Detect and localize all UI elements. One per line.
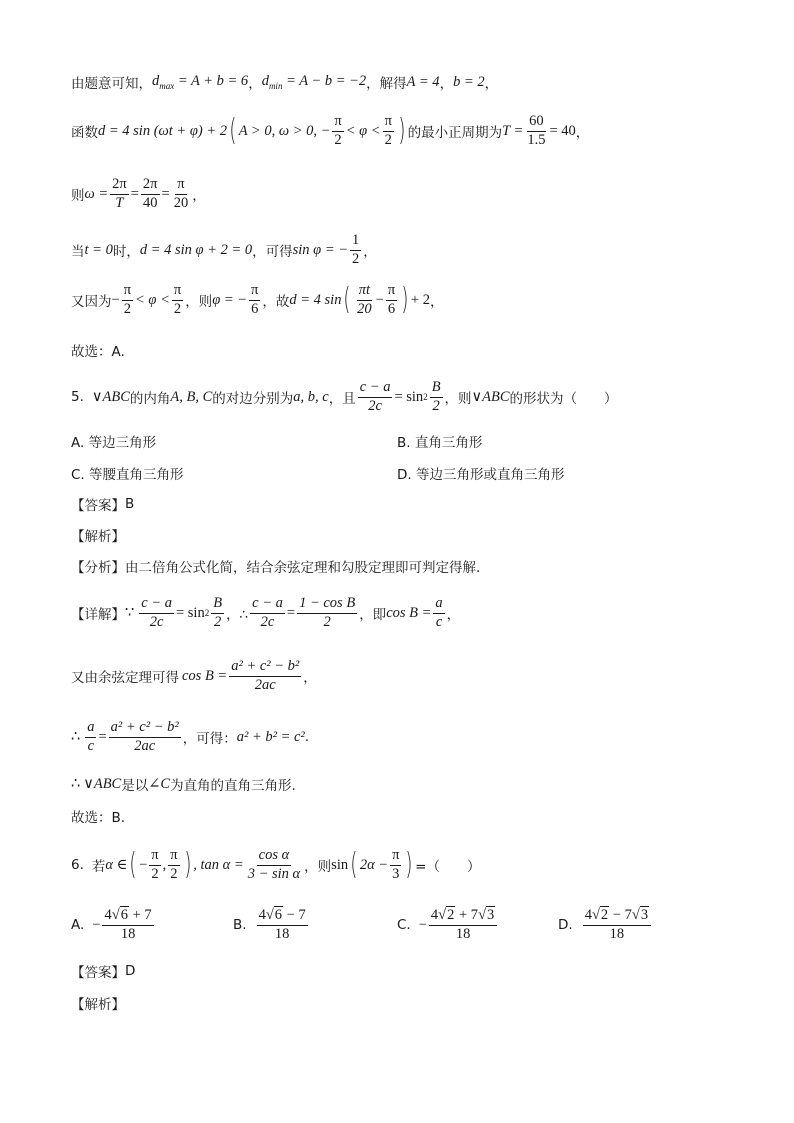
formula-sin: = sin [394, 388, 424, 405]
formula-pythagoras: a² + b² = c² [236, 728, 305, 745]
fraction-pi-6b: $\frac{\pi}{6}$ [387, 282, 396, 317]
because-sym: ∵ [125, 604, 135, 621]
text: 函数 [71, 125, 98, 142]
formula-b: b = 2 [453, 73, 485, 90]
formula-angles: A, B, C [170, 388, 213, 405]
fraction-2pi-40: $\frac{2\pi}{40}$ [142, 176, 158, 211]
text: 的内角 [129, 391, 171, 408]
formula-triangle: ∨ABC [471, 388, 510, 405]
result-line [71, 720, 309, 755]
formula-triangle: ∨ABC [91, 388, 130, 405]
fraction-c-a-2c: $\frac{c - a}{2c}$ [359, 379, 391, 414]
text: ， [192, 188, 206, 205]
fraction-tan: $\frac{\text{cos α}}{\text{3 − sin α}}$ [247, 847, 301, 882]
minus: − [139, 856, 148, 873]
minus: − [375, 291, 384, 308]
text: 为直角的直角三角形. [170, 778, 296, 794]
analysis-tag: 【分析】 [71, 560, 125, 576]
fraction-cosine-law: $\frac{\text{a² + c² − b²}}{2ac}$ [231, 658, 300, 693]
solution-line-5 [71, 283, 443, 318]
text: ，即 [359, 607, 387, 624]
formula-cosB: cos B = [386, 604, 432, 621]
text: 若 [91, 859, 106, 876]
fraction-60-1.5: $\frac{60}{1.5}$ [527, 113, 546, 148]
text: 的最小正周期为 [407, 125, 503, 142]
detail-5: 【详解】 ∵ $\frac{c - a}{2c}$ = sin 2 $\frac{B}{2}$ ，∴ $\frac{c - a}{2c}$ = $\frac{\text{1 − cos B}}{2}$ ，即 cos B = $\frac{a}{c}$ ， [71, 595, 461, 630]
solution-select-a: 故选：A. [71, 344, 125, 360]
answer-value: B [125, 496, 135, 512]
text: ， [484, 76, 499, 92]
option-c: C. 等腰直角三角形 [71, 467, 184, 483]
solution-line-1 [71, 72, 498, 92]
formula-omega: ω = [84, 185, 109, 202]
answer-tag: 【答案】 [71, 965, 125, 981]
answer-value: D [125, 963, 136, 979]
fraction-option-d: $\frac{4√2 - 7√3}{18}$ [583, 908, 651, 943]
fraction-pi-2e: $\frac{\pi}{2}$ [151, 847, 159, 882]
option-6c [397, 908, 499, 943]
option-6d [558, 908, 653, 943]
fraction-1-cosB-2: $\frac{\text{1 − cos B}}{2}$ [299, 595, 356, 630]
question-6 [71, 848, 480, 883]
formula-alpha: α ∈ [105, 856, 128, 873]
text: ，则 [185, 294, 213, 311]
eq: = [98, 728, 107, 745]
conclusion-line [71, 774, 296, 794]
paren-close: ) [405, 847, 413, 883]
text: ，可得 [252, 244, 293, 261]
formula-sin: sin φ = − [292, 241, 349, 258]
text: . [304, 729, 310, 746]
solution-line-2 [71, 114, 589, 149]
option-6a [71, 908, 156, 943]
option-label: D. [558, 917, 573, 934]
text: ，则 [444, 391, 472, 408]
exp-2: 2 [204, 608, 210, 619]
text: 则 [71, 188, 85, 205]
text: 当 [71, 244, 85, 261]
option-b: B. 直角三角形 [397, 435, 483, 451]
sign: − [418, 916, 427, 933]
solution-select-b: 故选：B. [71, 810, 126, 826]
formula-d4sin: d = 4 sin [289, 291, 342, 308]
fraction-c-a-2c-c: $\frac{c - a}{2c}$ [252, 595, 283, 630]
fraction-2pi-T: $\frac{2\pi}{T}$ [112, 176, 127, 211]
formula-angle-C: ∠C [148, 775, 171, 792]
text: ， [248, 76, 262, 92]
sign: − [92, 916, 101, 933]
fraction-a-c-b: $\frac{a}{c}$ [87, 719, 95, 754]
question-number: 6. [71, 857, 84, 874]
text: 是以 [121, 778, 149, 794]
text: 的形状为（ ） [509, 391, 618, 408]
fraction-1-2: $\frac{1}{2}$ [352, 232, 360, 267]
minus: − [111, 291, 120, 308]
formula-sin: = sin [175, 604, 205, 621]
formula-phi: φ = − [212, 291, 248, 308]
text: ，解得 [366, 76, 407, 92]
formula-lt: < φ < [135, 291, 170, 308]
text: ，则 [304, 859, 332, 876]
text: =（ ） [415, 859, 481, 876]
formula-sides: a, b, c [293, 388, 329, 405]
formula-triangle: ∨ABC [83, 775, 122, 792]
answer-5 [71, 494, 134, 514]
text: ， [439, 76, 454, 92]
formula-tan: , tan α = [193, 856, 244, 873]
fraction-pi-3: $\frac{\pi}{3}$ [392, 847, 400, 882]
formula-cond: A > 0, ω > 0, − [238, 122, 331, 139]
paren-close: ) [401, 282, 409, 318]
formula-2alpha: 2α − [359, 856, 389, 873]
fraction-cosine-law-b: $\frac{\text{a² + c² − b²}}{2ac}$ [110, 719, 179, 754]
fraction-c-a-2c-b: $\frac{c - a}{2c}$ [141, 595, 172, 630]
option-d: D. 等边三角形或直角三角形 [397, 467, 565, 483]
question-5 [71, 380, 618, 415]
formula-t0: t = 0 [84, 241, 113, 258]
option-label: B. [233, 917, 247, 934]
text: ，故 [262, 294, 290, 311]
solution-line-4 [71, 233, 377, 268]
formula-T: T = [502, 122, 524, 139]
fraction-pi-6: $\frac{\pi}{6}$ [251, 282, 259, 317]
formula-eq: d = 4 sin φ + 2 = 0 [139, 241, 253, 258]
fraction-B-2: $\frac{B}{2}$ [431, 379, 441, 414]
text: 的对边分别为 [212, 391, 294, 408]
fraction-pi-20: $\frac{\pi}{20}$ [173, 176, 189, 211]
analysis-5 [71, 556, 480, 576]
formula-d: d = 4 sin (ωt + φ) + 2 [98, 122, 227, 139]
text: ， [429, 294, 444, 311]
detail-tag: 【详解】 [71, 607, 125, 624]
fraction-pit-20: $\frac{\pi t}{20}$ [357, 282, 372, 317]
comma: , [162, 856, 167, 873]
fraction-B-2b: $\frac{B}{2}$ [213, 595, 223, 630]
paren-open: ( [343, 282, 351, 318]
eq2: = [161, 185, 170, 202]
option-a: A. 等边三角形 [71, 435, 157, 451]
formula-plus2: + 2 [410, 291, 430, 308]
therefore-sym: ∴ [71, 728, 81, 745]
text: ， [575, 125, 590, 142]
fraction-option-b: $\frac{4√6 - 7}{18}$ [258, 907, 306, 942]
paren-open: ( [129, 847, 137, 883]
fraction-pi-2c: $\frac{\pi}{2}$ [123, 282, 132, 317]
text: ， [363, 244, 377, 261]
formula-A: A = 4 [406, 73, 440, 90]
question-number: 5. [71, 389, 84, 406]
formula-sin: sin [331, 856, 349, 873]
formula-cosB: cos B = [182, 667, 228, 684]
paren-open: ( [229, 113, 237, 149]
answer-6 [71, 961, 135, 981]
text: ，可得： [182, 731, 237, 748]
fraction-option-a: $\frac{4√6 + 7}{18}$ [104, 907, 152, 942]
therefore-text: ，∴ [226, 607, 249, 624]
paren-close: ) [398, 113, 406, 149]
fraction-pi-2d: $\frac{\pi}{2}$ [173, 282, 182, 317]
therefore-sym: ∴ [71, 775, 81, 792]
answer-tag: 【答案】 [71, 498, 125, 514]
text: 由题意可知， [71, 76, 152, 92]
analysis-heading-5: 【解析】 [71, 529, 125, 545]
fraction-pi-2b: $\frac{\pi}{2}$ [384, 113, 392, 148]
formula-lt: < φ < [345, 122, 381, 139]
cosine-law-line [71, 659, 317, 694]
text: 又由余弦定理可得 [71, 670, 179, 687]
solution-line-3 [71, 177, 206, 212]
option-label: C. [397, 917, 411, 934]
formula-dmax: $d_{max} = A + b = 6$ [152, 73, 249, 91]
option-label: A. [71, 917, 85, 934]
option-6b [233, 908, 310, 943]
fraction-pi-2f: $\frac{\pi}{2}$ [170, 847, 178, 882]
formula-40: = 40 [549, 122, 576, 139]
analysis-text: 由二倍角公式化简，结合余弦定理和勾股定理即可判定得解. [125, 560, 481, 576]
fraction-option-c: $\frac{4√2 + 7√3}{18}$ [429, 908, 497, 943]
formula-dmin: $d_{min} = A - b = -2$ [261, 73, 367, 91]
paren-close: ) [183, 847, 191, 883]
text: ，且 [328, 391, 356, 408]
text: 时， [112, 244, 140, 261]
fraction-pi-2: $\frac{\pi}{2}$ [334, 113, 342, 148]
text: ， [446, 607, 461, 624]
eq: = [130, 185, 139, 202]
text: ， [303, 670, 317, 687]
text: 又因为 [71, 294, 112, 311]
paren-open: ( [350, 847, 358, 883]
exp-2: 2 [423, 392, 428, 403]
fraction-a-c: $\frac{a}{c}$ [435, 595, 443, 630]
analysis-heading-6: 【解析】 [71, 997, 125, 1013]
